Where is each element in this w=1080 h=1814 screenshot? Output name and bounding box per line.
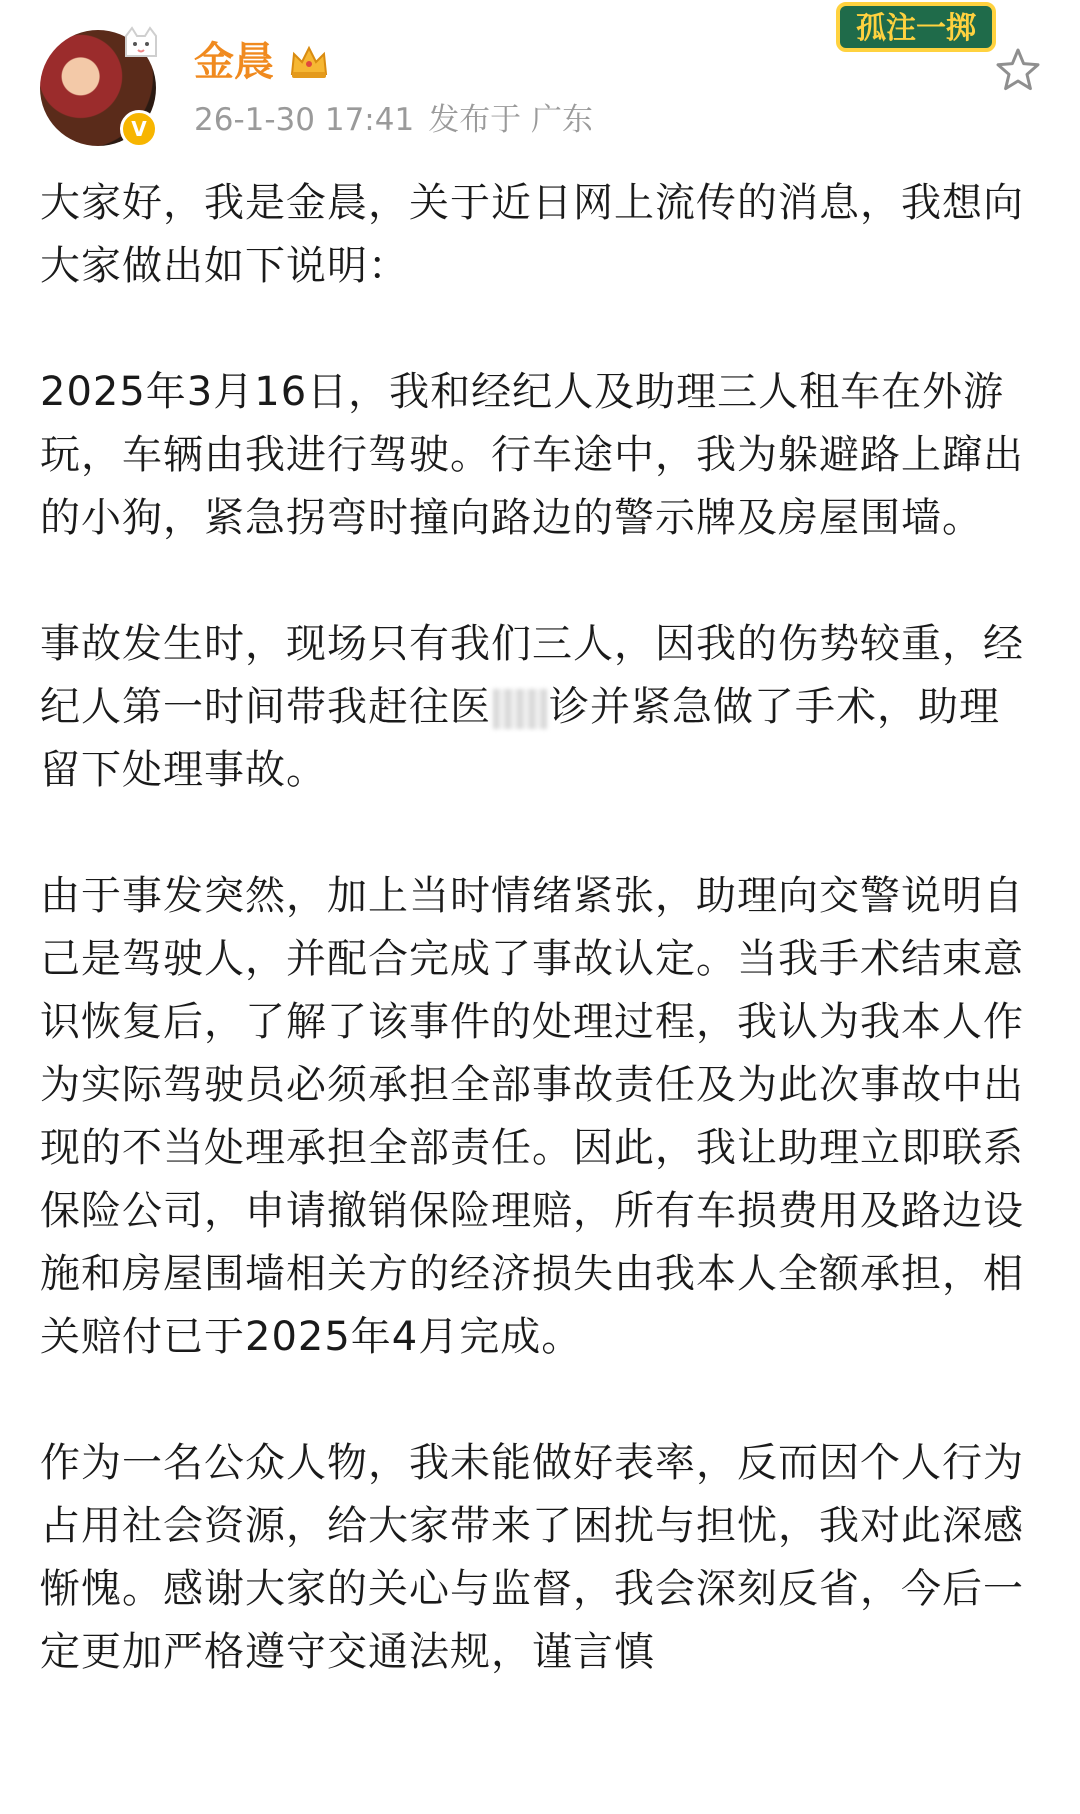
username[interactable]: 金晨 — [194, 39, 274, 85]
cat-pendant-icon — [120, 26, 162, 60]
paragraph-3-after: 诊并紧急做了手术，助理留下处理事故。 — [40, 684, 1000, 793]
verified-badge-icon: V — [120, 110, 158, 148]
paragraph-4: 由于事发突然，加上当时情绪紧张，助理向交警说明自己是驾驶人，并配合完成了事故认定。当我手术结束意识恢复后，了解了该事件的处理过程，我认为我本人作为实际驾驶员必须承担全部事故责任及为此次事故中出现的不当处理承担全部责任。因此，我让助理立即联系保险公司，申请撤销保险理赔，所有车损费用及路边设施和房屋围墙相关方的经济损失由我本人全额承担，相关赔付已于2025年4月完成。 — [40, 873, 1024, 1360]
paragraph-3 — [40, 613, 1040, 802]
post-content — [40, 172, 1040, 1747]
post-meta — [194, 100, 607, 140]
paragraph-5: 作为一名公众人物，我未能做好表率，反而因个人行为占用社会资源，给大家带来了困扰与担忧，我对此深感惭愧。感谢大家的关心与监督，我会深刻反省，今后一定更加严格遵守交通法规，谨言慎 — [40, 1440, 1024, 1675]
crown-icon — [288, 44, 330, 80]
avatar[interactable] — [40, 30, 156, 146]
sticker-image — [830, 0, 1002, 62]
star-icon[interactable] — [994, 46, 1042, 94]
paragraph-2: 2025年3月16日，我和经纪人及助理三人租车在外游玩，车辆由我进行驾驶。行车途中，我为躲避路上蹿出的小狗，紧急拐弯时撞向路边的警示牌及房屋围墙。 — [40, 369, 1024, 541]
post-timestamp: 26-1-30 17:41 — [194, 102, 415, 138]
post-location: 发布于 广东 — [428, 102, 594, 138]
paragraph-1: 大家好，我是金晨，关于近日网上流传的消息，我想向大家做出如下说明： — [40, 180, 1024, 289]
blurred-text-mark — [493, 689, 547, 729]
sticker-text: 孤注一掷 — [856, 11, 976, 46]
paragraph-3-before: 事故发生时，现场只有我们三人，因我的伤势较重，经纪人第一时间带我赶往医 — [40, 621, 1024, 730]
post-header — [0, 0, 1080, 160]
